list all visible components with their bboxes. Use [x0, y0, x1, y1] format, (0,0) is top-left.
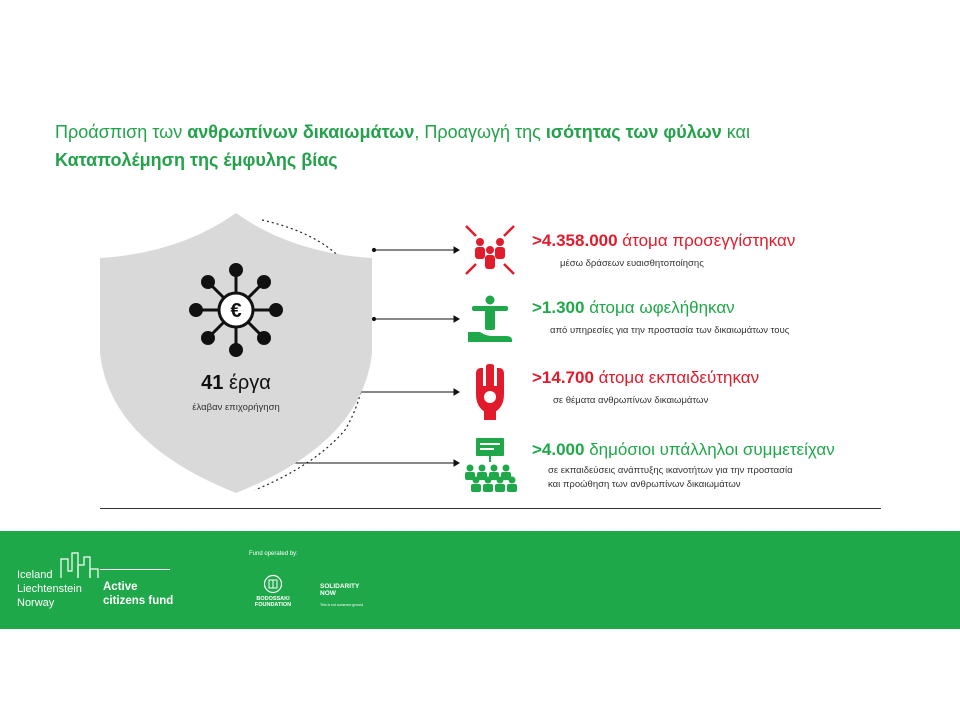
projects-number: 41 — [201, 372, 224, 394]
donor-countries — [17, 568, 82, 610]
logo-rule — [100, 569, 170, 570]
fund-name-line2: citizens fund — [103, 595, 174, 607]
active-citizens-fund-logo — [103, 580, 173, 608]
bodossaki-line1: BODOSSAKI — [256, 596, 290, 602]
solidarity-line2: NOW — [320, 590, 336, 597]
stat-description: μέσω δράσεων ευαισθητοποίησης — [560, 258, 704, 269]
projects-count — [100, 372, 372, 395]
country-norway: Norway — [17, 597, 55, 609]
people-reached-icon — [462, 222, 518, 278]
stat-label: άτομα εκπαιδεύτηκαν — [598, 368, 760, 387]
raised-hand-icon — [462, 364, 518, 420]
title-part1: Προάσπιση των — [55, 122, 188, 142]
solidarity-now-tagline: This is not someone ground — [320, 603, 364, 607]
stat-description-line1: σε εκπαιδεύσεις ανάπτυξης ικανοτήτων για την προστασία — [548, 465, 793, 476]
solidarity-now-logo — [320, 583, 359, 597]
bodossaki-line2: FOUNDATION — [254, 602, 292, 608]
title-part2: ανθρωπίνων δικαιωμάτων — [187, 122, 415, 142]
person-in-hand-icon — [462, 292, 518, 348]
stat-label: δημόσιοι υπάλληλοι συμμετείχαν — [589, 440, 835, 459]
stat-value: >4.000 — [532, 440, 585, 459]
stat-label: άτομα ωφελήθηκαν — [589, 298, 735, 317]
title-part4: ισότητας των φύλων — [545, 122, 722, 142]
title-part6: Καταπολέμηση της έμφυλης βίας — [55, 150, 338, 170]
stat-people-benefited — [532, 298, 735, 318]
stat-people-reached — [532, 231, 795, 251]
stat-value: >14.700 — [532, 368, 594, 387]
projects-subtitle: έλαβαν επιχορήγηση — [192, 402, 280, 413]
training-audience-icon — [462, 436, 518, 492]
stat-description: από υπηρεσίες για την προστασία των δικαιωμάτων τους — [550, 325, 790, 336]
divider — [100, 508, 881, 509]
stat-description — [548, 464, 793, 492]
country-iceland: Iceland — [17, 569, 53, 581]
stat-civil-servants — [532, 440, 835, 460]
country-liechtenstein: Liechtenstein — [17, 583, 82, 595]
title-part5: και — [721, 122, 750, 142]
stat-value: >1.300 — [532, 298, 585, 317]
stat-description-line2: και προώθηση των ανθρωπίνων δικαιωμάτων — [548, 479, 741, 490]
title-part3: , Προαγωγή της — [414, 122, 546, 142]
svg-text:€: € — [230, 300, 242, 322]
euro-network-icon — [191, 265, 282, 356]
projects-label: έργα — [228, 372, 271, 394]
stat-value: >4.358.000 — [532, 231, 618, 250]
fund-name-line1: Active — [103, 581, 138, 593]
stat-people-trained — [532, 368, 759, 388]
stat-label: άτομα προσεγγίστηκαν — [622, 231, 796, 250]
bodossaki-foundation-logo — [249, 596, 297, 608]
bodossaki-logo-icon — [263, 574, 283, 594]
fund-operated-by: Fund operated by: — [249, 551, 298, 557]
solidarity-line1: SOLIDARITY — [320, 583, 360, 590]
shield-icon — [100, 213, 372, 493]
stat-description: σε θέματα ανθρωπίνων δικαιωμάτων — [553, 395, 709, 406]
